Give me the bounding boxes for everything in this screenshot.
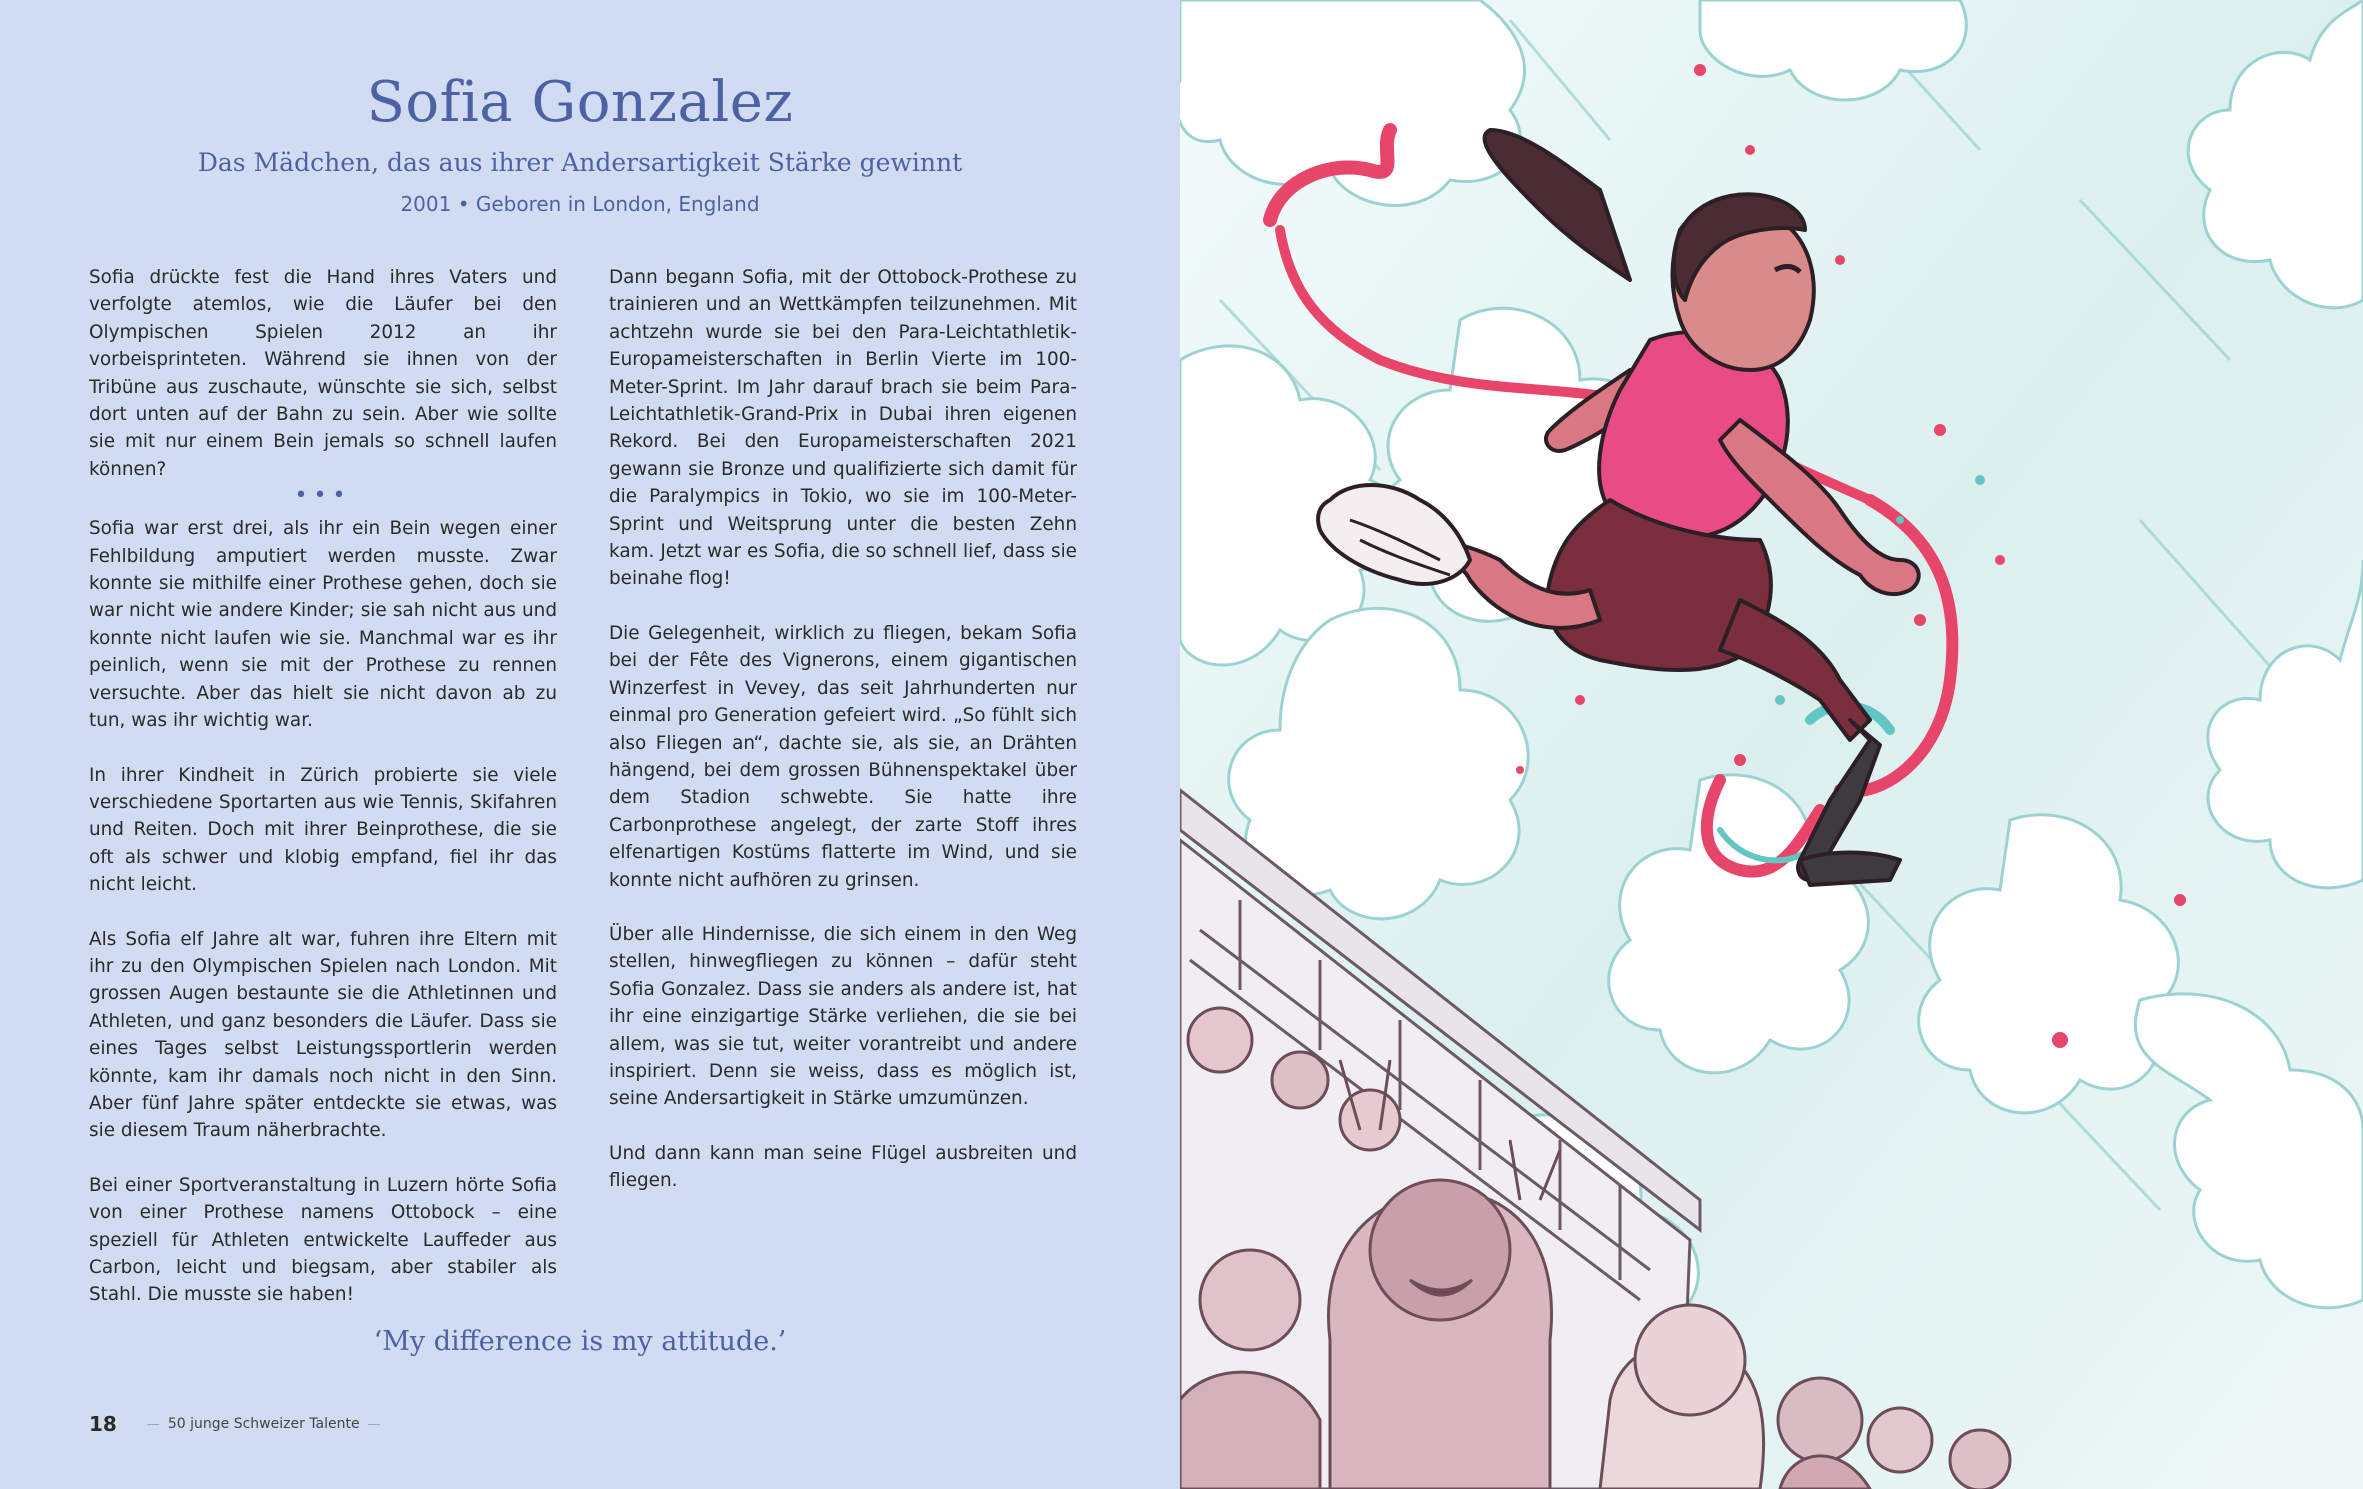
sprinter-illustration <box>1180 0 2363 1489</box>
text-column-left <box>89 264 557 1336</box>
paragraph: Sofia war erst drei, als ihr ein Bein wegen einer Fehlbildung amputiert werden musste. Zwar konnte sie mithilfe einer Prothese gehen, doch sie war nicht wie andere Kinder; sie sah nicht aus und konnte nicht laufen wie sie. Manchmal war es ihr peinlich, wenn sie mit der Prothese zu rennen versuchte. Aber das hielt sie nicht davon ab zu tun, was ihr wichtig war. <box>89 518 557 732</box>
page-footer <box>89 1412 389 1436</box>
birth-info: 2001 • Geboren in London, England <box>400 192 760 216</box>
paragraph: Und dann kann man seine Flügel ausbreiten und fliegen. <box>609 1142 1077 1192</box>
footer-dash: — <box>367 1416 381 1432</box>
page-title: Sofia Gonzalez <box>366 70 794 135</box>
pull-quote: ‘My difference is my attitude.’ <box>373 1326 787 1357</box>
book-title: 50 junge Schweizer Talente <box>167 1416 360 1432</box>
page-number: 18 <box>89 1412 117 1436</box>
footer-dash: — <box>146 1416 160 1432</box>
paragraph: Sofia drückte fest die Hand ihres Vaters und verfolgte atemlos, wie die Läufer bei den Olympischen Spielen 2012 an ihr vorbeisprinteten. Während sie ihnen von der Tribüne aus zuschaute, wünschte sie sich, selbst dort unten auf der Bahn zu sein. Aber wie sollte sie mit nur einem Bein jemals so schnell laufen können? <box>89 267 557 480</box>
section-separator: ••• <box>294 483 352 509</box>
paragraph: Über alle Hindernisse, die sich einem in den Weg stellen, hinwegfliegen zu können – dafür steht Sofia Gonzalez. Dass sie anders als andere ist, hat ihr eine einzigartige Stärke verliehen, die sie bei allem, was sie tut, weiter vorantreibt und andere inspiriert. Denn sie weiss, dass es möglich ist, seine Andersartigkeit in Stärke umzumünzen. <box>609 923 1077 1110</box>
paragraph: Bei einer Sportveranstaltung in Luzern hörte Sofia von einer Prothese namens Ottobock – eine speziell für Athleten entwickelte Lauffeder aus Carbon, leicht und biegsam, aber stabiler als Stahl. Die musste sie haben! <box>89 1174 557 1306</box>
illustration-page <box>1180 0 2363 1489</box>
text-column-right <box>609 264 1077 1222</box>
paragraph: Dann begann Sofia, mit der Ottobock-Prothese zu trainieren und an Wettkämpfen teilzunehmen. Mit achtzehn wurde sie bei den Para-Leichtathletik-Europameisterschaften in Berlin Vierte im 100-Meter-Sprint. Im Jahr darauf brach sie beim Para-Leichtathletik-Grand-Prix in Dubai ihren eigenen Rekord. Bei den Europameisterschaften 2021 gewann sie Bronze und qualifizierte sich damit für die Paralympics in Tokio, wo sie im 100-Meter-Sprint und Weitsprung unter die besten Zehn kam. Jetzt war es Sofia, die so schnell lief, dass sie beinahe flog! <box>609 267 1077 590</box>
paragraph: In ihrer Kindheit in Zürich probierte sie viele verschiedene Sportarten aus wie Tennis, Skifahren und Reiten. Doch mit ihrer Beinprothese, die sie oft als schwer und klobig empfand, fiel ihr das nicht leicht. <box>89 764 557 896</box>
page-subtitle: Das Mädchen, das aus ihrer Andersartigkeit Stärke gewinnt <box>197 148 963 177</box>
text-page <box>0 0 1180 1489</box>
paragraph: Die Gelegenheit, wirklich zu fliegen, bekam Sofia bei der Fête des Vignerons, einem gigantischen Winzerfest in Vevey, das seit Jahrhunderten nur einmal pro Generation gefeiert wird. „So fühlt sich also Fliegen an“, dachte sie, als sie, an Drähten hängend, bei dem grossen Bühnenspektakel über dem Stadion schwebte. Sie hatte ihre Carbonprothese angelegt, der zarte Stoff ihres elfenartigen Kostüms flatterte im Wind, und sie konnte nicht aufhören zu grinsen. <box>609 622 1077 891</box>
paragraph: Als Sofia elf Jahre alt war, fuhren ihre Eltern mit ihr zu den Olympischen Spielen nach London. Mit grossen Augen bestaunte sie die Athletinnen und Athleten, und ganz besonders die Läufer. Dass sie eines Tages selbst Leistungssportlerin werden könnte, kam ihr damals noch nicht in den Sinn. Aber fünf Jahre später entdeckte sie etwas, was sie diesem Traum näherbrachte. <box>89 928 557 1142</box>
